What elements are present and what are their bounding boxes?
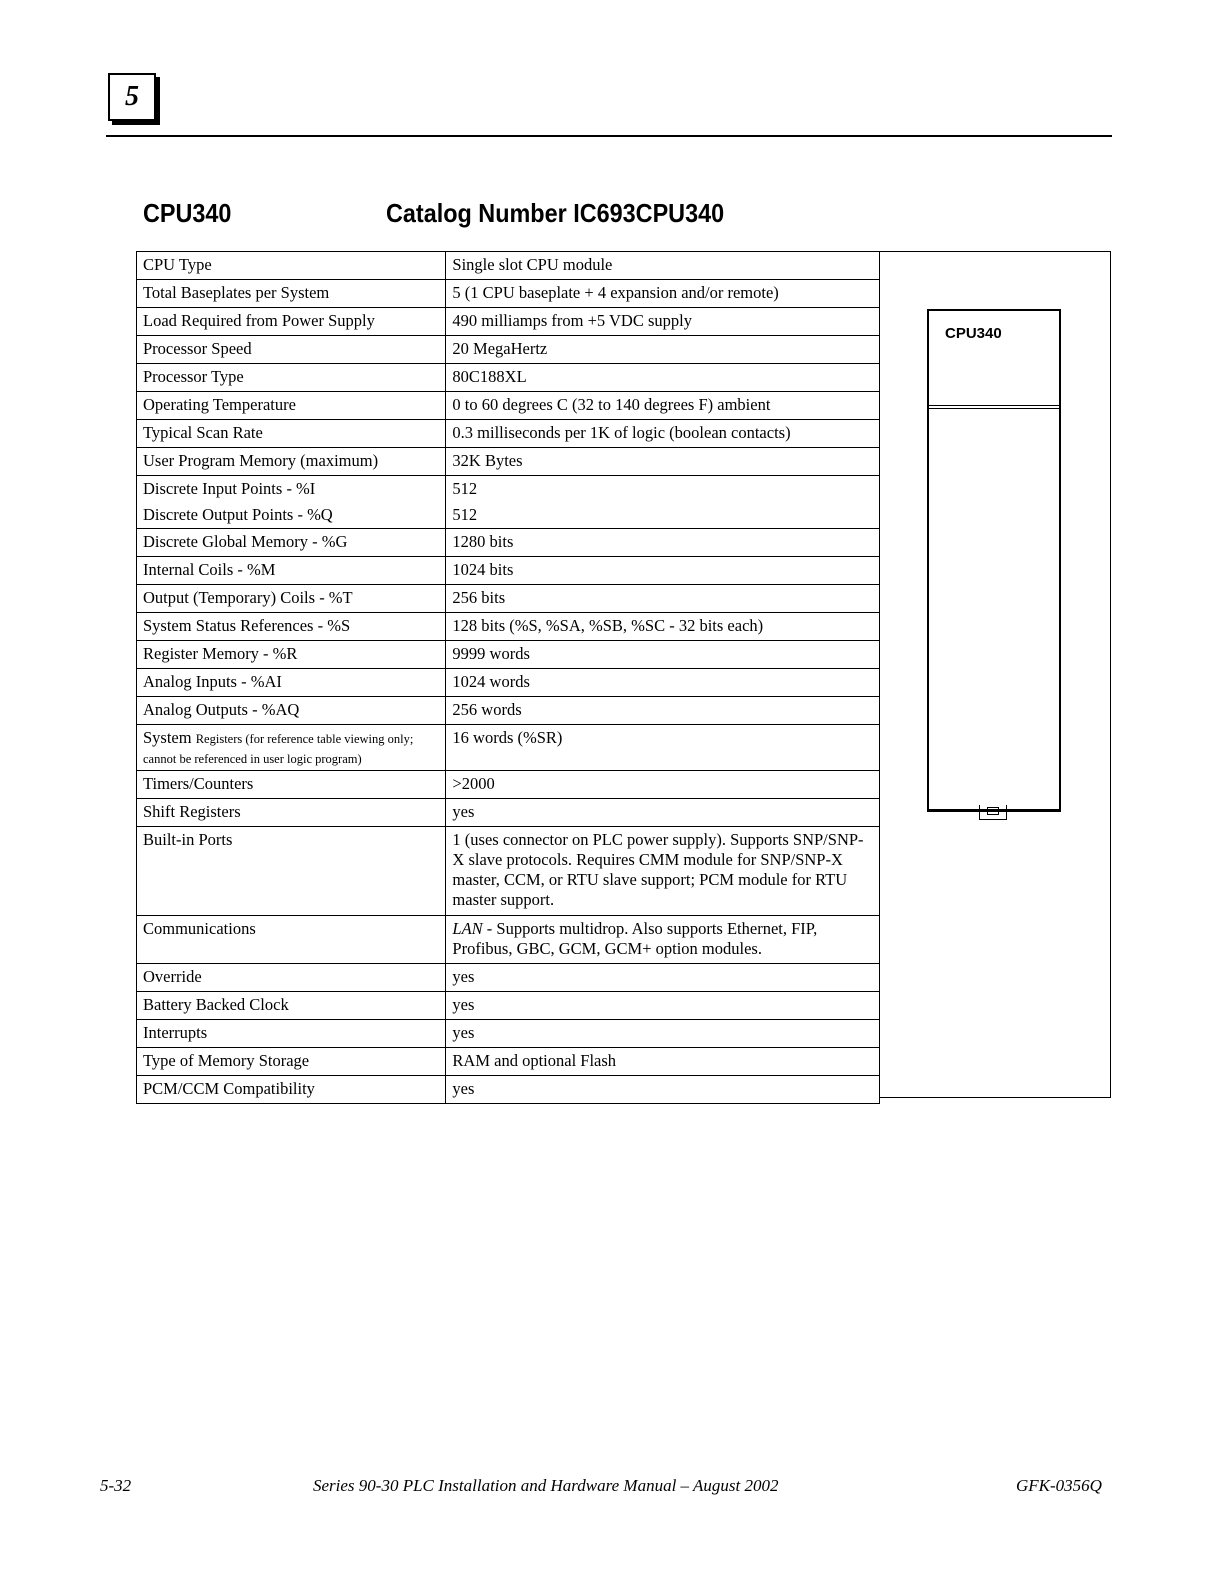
table-row — [137, 336, 880, 364]
table-row — [137, 799, 880, 827]
spec-value: 512 — [452, 505, 478, 524]
spec-value: yes — [446, 799, 880, 827]
module-connector-tab — [979, 805, 1007, 820]
spec-label: System Status References - %S — [137, 613, 446, 641]
module-illustration-panel — [879, 251, 1111, 1098]
spec-table — [136, 251, 880, 1104]
spec-value: 80C188XL — [446, 364, 880, 392]
table-row — [137, 697, 880, 725]
page-number: 5-32 — [100, 1476, 132, 1495]
spec-label: Interrupts — [137, 1020, 446, 1048]
spec-value: yes — [446, 1020, 880, 1048]
module-label: CPU340 — [945, 325, 1002, 342]
spec-value: Single slot CPU module — [446, 252, 880, 280]
spec-label: Discrete Output Points - %Q — [143, 505, 333, 524]
spec-label: CPU Type — [137, 252, 446, 280]
spec-value: RAM and optional Flash — [446, 1048, 880, 1076]
table-row — [137, 476, 880, 529]
spec-value: yes — [446, 1076, 880, 1104]
manual-title: Series 90-30 PLC Installation and Hardware Manual – August 2002 — [313, 1476, 779, 1495]
spec-label: Operating Temperature — [137, 392, 446, 420]
spec-label-note: Registers (for reference table viewing only; cannot be referenced in user logic program) — [143, 732, 414, 766]
table-row — [137, 964, 880, 992]
module-divider — [929, 405, 1059, 409]
chapter-number-box — [108, 73, 156, 121]
document-id: GFK-0356Q — [1016, 1476, 1102, 1495]
spec-label: Processor Type — [137, 364, 446, 392]
table-row — [137, 252, 880, 280]
spec-label: PCM/CCM Compatibility — [137, 1076, 446, 1104]
spec-label: Timers/Counters — [137, 771, 446, 799]
spec-label: Communications — [137, 916, 446, 964]
spec-value: 5 (1 CPU baseplate + 4 expansion and/or remote) — [446, 280, 880, 308]
spec-label: Processor Speed — [137, 336, 446, 364]
spec-label: Load Required from Power Supply — [137, 308, 446, 336]
spec-value-group — [446, 476, 880, 529]
table-row — [137, 392, 880, 420]
header-rule — [106, 135, 1112, 137]
spec-label: Shift Registers — [137, 799, 446, 827]
spec-label: Discrete Global Memory - %G — [137, 529, 446, 557]
spec-value: - Supports multidrop. Also supports Ethernet, FIP, Profibus, GBC, GCM, GCM+ option modules. — [452, 919, 818, 958]
table-row — [137, 613, 880, 641]
spec-value: 490 milliamps from +5 VDC supply — [446, 308, 880, 336]
spec-label: Built-in Ports — [137, 827, 446, 916]
spec-label: User Program Memory (maximum) — [137, 448, 446, 476]
spec-label-group — [137, 476, 446, 529]
spec-value: 1280 bits — [446, 529, 880, 557]
spec-value: yes — [446, 964, 880, 992]
table-row — [137, 364, 880, 392]
table-row — [137, 1020, 880, 1048]
spec-table-body — [137, 252, 880, 1104]
spec-value: 0.3 milliseconds per 1K of logic (boolean contacts) — [446, 420, 880, 448]
spec-value: 9999 words — [446, 641, 880, 669]
spec-label: Analog Outputs - %AQ — [137, 697, 446, 725]
spec-label: Override — [137, 964, 446, 992]
spec-label: Internal Coils - %M — [137, 557, 446, 585]
spec-label: Discrete Input Points - %I — [143, 479, 316, 498]
spec-value: 1024 bits — [446, 557, 880, 585]
spec-label: Analog Inputs - %AI — [137, 669, 446, 697]
spec-value: 128 bits (%S, %SA, %SB, %SC - 32 bits each) — [446, 613, 880, 641]
spec-label: Total Baseplates per System — [137, 280, 446, 308]
model-title: CPU340 — [143, 198, 232, 228]
table-row — [137, 420, 880, 448]
spec-value: 0 to 60 degrees C (32 to 140 degrees F) ambient — [446, 392, 880, 420]
spec-value: 512 — [452, 479, 478, 498]
spec-value: 20 MegaHertz — [446, 336, 880, 364]
spec-label: System — [143, 728, 192, 747]
table-row — [137, 992, 880, 1020]
table-row — [137, 827, 880, 916]
table-row — [137, 557, 880, 585]
table-row — [137, 1048, 880, 1076]
chapter-number: 5 — [125, 81, 139, 112]
table-row — [137, 448, 880, 476]
spec-value: >2000 — [446, 771, 880, 799]
spec-value-group — [446, 916, 880, 964]
spec-label: Typical Scan Rate — [137, 420, 446, 448]
table-row — [137, 725, 880, 771]
table-row — [137, 280, 880, 308]
table-row — [137, 529, 880, 557]
cpu-module-drawing — [927, 309, 1061, 812]
spec-label: Battery Backed Clock — [137, 992, 446, 1020]
spec-value: yes — [446, 992, 880, 1020]
table-row — [137, 308, 880, 336]
catalog-number: Catalog Number IC693CPU340 — [386, 198, 725, 228]
table-row — [137, 771, 880, 799]
spec-label-group — [137, 725, 446, 771]
spec-value: 32K Bytes — [446, 448, 880, 476]
spec-value: 16 words (%SR) — [446, 725, 880, 771]
spec-label: Type of Memory Storage — [137, 1048, 446, 1076]
table-row — [137, 641, 880, 669]
spec-value: 1 (uses connector on PLC power supply). Supports SNP/SNP-X slave protocols. Requires CMM module for SNP/SNP-X master, CCM, or RTU slave support; PCM module for RTU master support. — [446, 827, 880, 916]
spec-value: 256 bits — [446, 585, 880, 613]
spec-label: Output (Temporary) Coils - %T — [137, 585, 446, 613]
spec-value-italic: LAN — [452, 919, 483, 938]
spec-value: 256 words — [446, 697, 880, 725]
table-row — [137, 585, 880, 613]
spec-value: 1024 words — [446, 669, 880, 697]
table-row — [137, 1076, 880, 1104]
table-row — [137, 669, 880, 697]
table-row — [137, 916, 880, 964]
spec-label: Register Memory - %R — [137, 641, 446, 669]
